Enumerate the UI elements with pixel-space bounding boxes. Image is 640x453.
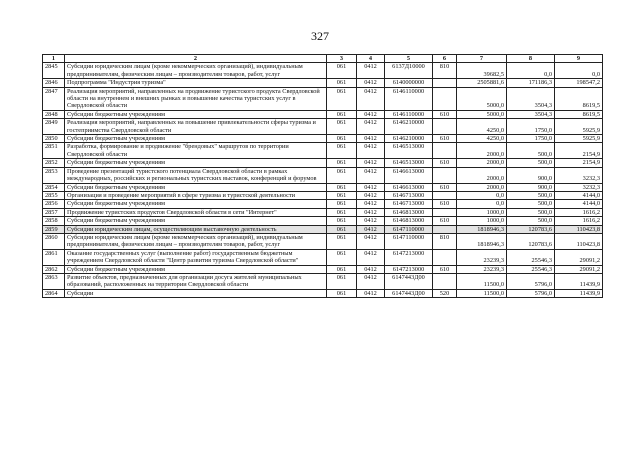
value-col8: 500,0 (507, 143, 555, 159)
col3-code: 061 (327, 79, 357, 87)
target-code: 6140000000 (385, 79, 433, 87)
value-col8: 25546,3 (507, 249, 555, 265)
value-col7: 2000,0 (457, 183, 507, 191)
target-code: 6146110000 (385, 87, 433, 110)
table-row (43, 289, 603, 297)
value-col7: 2505881,6 (457, 79, 507, 87)
value-col7: 23239,3 (457, 249, 507, 265)
value-col9: 29091,2 (555, 265, 603, 273)
col3-code: 061 (327, 183, 357, 191)
target-code: 6147443Д00 (385, 273, 433, 289)
value-col9: 2154,9 (555, 143, 603, 159)
col3-code: 061 (327, 191, 357, 199)
expense-code (433, 273, 457, 289)
value-col9: 0,0 (555, 63, 603, 79)
header-cell: 5 (385, 55, 433, 63)
target-code: 6147213000 (385, 249, 433, 265)
table-row (43, 63, 603, 79)
budget-table (42, 54, 603, 298)
col4-code: 0412 (357, 233, 385, 249)
row-number: 2860 (43, 233, 65, 249)
header-row (43, 55, 603, 63)
col3-code: 061 (327, 249, 357, 265)
table-row (43, 217, 603, 225)
col4-code: 0412 (357, 143, 385, 159)
expense-code: 520 (433, 289, 457, 297)
row-name: Субсидии юридическим лицам, осуществляющим выставочную деятельность (65, 225, 327, 233)
value-col7: 1818946,3 (457, 225, 507, 233)
header-cell: 9 (555, 55, 603, 63)
col4-code: 0412 (357, 273, 385, 289)
row-name: Подпрограмма "Индустрия туризма" (65, 79, 327, 87)
col4-code: 0412 (357, 119, 385, 135)
target-code: 6146813000 (385, 217, 433, 225)
value-col8: 120783,6 (507, 225, 555, 233)
target-code: 6146110000 (385, 110, 433, 118)
col4-code: 0412 (357, 200, 385, 208)
row-number: 2864 (43, 289, 65, 297)
target-code: 6147110000 (385, 225, 433, 233)
value-col9: 2154,9 (555, 159, 603, 167)
target-code: 6146513000 (385, 143, 433, 159)
target-code: 6147110000 (385, 233, 433, 249)
target-code: 6146210000 (385, 119, 433, 135)
row-name: Продвижение туристских продуктов Свердловской области в сети "Интернет" (65, 208, 327, 216)
row-name: Субсидии бюджетным учреждениям (65, 265, 327, 273)
value-col8: 500,0 (507, 200, 555, 208)
row-number: 2861 (43, 249, 65, 265)
table-row (43, 110, 603, 118)
value-col7: 11500,0 (457, 273, 507, 289)
value-col9: 8619,5 (555, 110, 603, 118)
value-col8: 120783,6 (507, 233, 555, 249)
col3-code: 061 (327, 167, 357, 183)
col4-code: 0412 (357, 289, 385, 297)
row-number: 2850 (43, 135, 65, 143)
expense-code (433, 191, 457, 199)
row-name: Субсидии бюджетным учреждениям (65, 183, 327, 191)
value-col8: 3504,3 (507, 110, 555, 118)
target-code: 6146713000 (385, 191, 433, 199)
col3-code: 061 (327, 159, 357, 167)
row-name: Субсидии юридическим лицам (кроме некоммерческих организаций), индивидуальным предпринимателям, физическим лицам – производителям товаров, работ, услуг (65, 233, 327, 249)
header-cell: 3 (327, 55, 357, 63)
table-row (43, 79, 603, 87)
expense-code (433, 167, 457, 183)
value-col7: 23239,3 (457, 265, 507, 273)
value-col7: 2000,0 (457, 167, 507, 183)
col4-code: 0412 (357, 217, 385, 225)
value-col9: 11439,9 (555, 289, 603, 297)
row-number: 2858 (43, 217, 65, 225)
value-col9: 5925,9 (555, 119, 603, 135)
row-name: Субсидии бюджетным учреждениям (65, 217, 327, 225)
table-row (43, 249, 603, 265)
value-col9: 8619,5 (555, 87, 603, 110)
col3-code: 061 (327, 208, 357, 216)
value-col9: 198547,2 (555, 79, 603, 87)
row-number: 2849 (43, 119, 65, 135)
target-code: 6147443Д00 (385, 289, 433, 297)
row-name: Субсидии (65, 289, 327, 297)
value-col8: 500,0 (507, 208, 555, 216)
row-number: 2857 (43, 208, 65, 216)
value-col7: 2000,0 (457, 159, 507, 167)
value-col7: 11500,0 (457, 289, 507, 297)
table-row (43, 143, 603, 159)
col4-code: 0412 (357, 135, 385, 143)
row-name: Проведение презентаций туристского потенциала Свердловской области в рамках международных, российских и региональных туристских выставок, конференций и форумов (65, 167, 327, 183)
value-col9: 5925,9 (555, 135, 603, 143)
expense-code (433, 249, 457, 265)
col3-code: 061 (327, 87, 357, 110)
target-code: 6146813000 (385, 208, 433, 216)
row-name: Оказание государственных услуг (выполнение работ) государственным бюджетным учреждением Свердловской области "Центр развития туризма Свердловской области" (65, 249, 327, 265)
value-col7: 0,0 (457, 200, 507, 208)
row-number: 2852 (43, 159, 65, 167)
col4-code: 0412 (357, 167, 385, 183)
row-name: Реализация мероприятий, направленных на продвижение туристского продукта Свердловской области на внутреннем и внешних рынках и повышение качества туристских услуг в Свердловской области (65, 87, 327, 110)
row-name: Субсидии бюджетным учреждениям (65, 200, 327, 208)
table-row (43, 265, 603, 273)
value-col9: 29091,2 (555, 249, 603, 265)
expense-code: 610 (433, 217, 457, 225)
value-col7: 0,0 (457, 191, 507, 199)
table-body (43, 55, 603, 298)
table-row (43, 225, 603, 233)
row-name: Субсидии бюджетным учреждениям (65, 110, 327, 118)
value-col7: 2000,0 (457, 143, 507, 159)
header-cell: 8 (507, 55, 555, 63)
value-col8: 500,0 (507, 191, 555, 199)
row-name: Субсидии бюджетным учреждениям (65, 159, 327, 167)
row-number: 2847 (43, 87, 65, 110)
expense-code (433, 208, 457, 216)
table-row (43, 273, 603, 289)
col3-code: 061 (327, 217, 357, 225)
expense-code (433, 79, 457, 87)
value-col7: 39682,5 (457, 63, 507, 79)
expense-code: 610 (433, 110, 457, 118)
header-cell: 2 (65, 55, 327, 63)
col3-code: 061 (327, 119, 357, 135)
row-number: 2862 (43, 265, 65, 273)
value-col7: 4250,0 (457, 119, 507, 135)
target-code: 6146210000 (385, 135, 433, 143)
expense-code: 610 (433, 159, 457, 167)
row-number: 2845 (43, 63, 65, 79)
row-name: Развитие объектов, предназначенных для организации досуга жителей муниципальных образований, расположенных на территории Свердловской области (65, 273, 327, 289)
value-col9: 1616,2 (555, 217, 603, 225)
value-col8: 5796,0 (507, 289, 555, 297)
value-col8: 500,0 (507, 159, 555, 167)
col4-code: 0412 (357, 183, 385, 191)
value-col8: 171186,3 (507, 79, 555, 87)
row-number: 2846 (43, 79, 65, 87)
value-col8: 0,0 (507, 63, 555, 79)
table-row (43, 183, 603, 191)
expense-code (433, 87, 457, 110)
table-row (43, 191, 603, 199)
target-code: 6146613000 (385, 183, 433, 191)
row-number: 2863 (43, 273, 65, 289)
table-row (43, 200, 603, 208)
value-col8: 900,0 (507, 183, 555, 191)
col3-code: 061 (327, 200, 357, 208)
row-number: 2854 (43, 183, 65, 191)
row-name: Субсидии юридическим лицам (кроме некоммерческих организаций), индивидуальным предпринимателям, физическим лицам – производителям товаров, работ, услуг (65, 63, 327, 79)
value-col7: 5000,0 (457, 87, 507, 110)
col4-code: 0412 (357, 87, 385, 110)
value-col7: 1000,0 (457, 208, 507, 216)
col3-code: 061 (327, 265, 357, 273)
col3-code: 061 (327, 273, 357, 289)
target-code: 6137Д10000 (385, 63, 433, 79)
expense-code: 610 (433, 265, 457, 273)
value-col9: 110423,8 (555, 233, 603, 249)
target-code: 6146713000 (385, 200, 433, 208)
value-col8: 500,0 (507, 217, 555, 225)
row-number: 2853 (43, 167, 65, 183)
table-row (43, 167, 603, 183)
value-col9: 110423,8 (555, 225, 603, 233)
col4-code: 0412 (357, 79, 385, 87)
expense-code: 610 (433, 200, 457, 208)
expense-code (433, 119, 457, 135)
expense-code: 610 (433, 183, 457, 191)
value-col7: 1818946,3 (457, 233, 507, 249)
expense-code (433, 143, 457, 159)
col4-code: 0412 (357, 208, 385, 216)
value-col8: 3504,3 (507, 87, 555, 110)
row-number: 2848 (43, 110, 65, 118)
expense-code: 810 (433, 233, 457, 249)
col3-code: 061 (327, 110, 357, 118)
value-col8: 25546,3 (507, 265, 555, 273)
expense-code: 610 (433, 135, 457, 143)
col4-code: 0412 (357, 110, 385, 118)
value-col7: 5000,0 (457, 110, 507, 118)
row-name: Организация и проведение мероприятий в сфере туризма и туристской деятельности (65, 191, 327, 199)
col3-code: 061 (327, 143, 357, 159)
value-col9: 4144,0 (555, 200, 603, 208)
header-cell: 4 (357, 55, 385, 63)
value-col7: 4250,0 (457, 135, 507, 143)
value-col9: 3232,3 (555, 167, 603, 183)
row-name: Реализация мероприятий, направленных на повышение привлекательности сферы туризма и гостеприимства Свердловской области (65, 119, 327, 135)
header-cell: 6 (433, 55, 457, 63)
col3-code: 061 (327, 225, 357, 233)
col4-code: 0412 (357, 191, 385, 199)
row-number: 2859 (43, 225, 65, 233)
value-col9: 1616,2 (555, 208, 603, 216)
table-row (43, 233, 603, 249)
value-col8: 5796,0 (507, 273, 555, 289)
table-row (43, 159, 603, 167)
expense-code (433, 225, 457, 233)
row-number: 2856 (43, 200, 65, 208)
page-number: 327 (311, 29, 329, 43)
table-row (43, 87, 603, 110)
table-row (43, 208, 603, 216)
target-code: 6146613000 (385, 167, 433, 183)
target-code: 6146513000 (385, 159, 433, 167)
col4-code: 0412 (357, 159, 385, 167)
col3-code: 061 (327, 135, 357, 143)
col3-code: 061 (327, 63, 357, 79)
row-name: Субсидии бюджетным учреждениям (65, 135, 327, 143)
row-name: Разработка, формирование и продвижение "брендовых" маршрутов по территории Свердловской области (65, 143, 327, 159)
value-col9: 3232,3 (555, 183, 603, 191)
value-col8: 900,0 (507, 167, 555, 183)
header-cell: 7 (457, 55, 507, 63)
target-code: 6147213000 (385, 265, 433, 273)
col3-code: 061 (327, 289, 357, 297)
value-col7: 1000,0 (457, 217, 507, 225)
col3-code: 061 (327, 233, 357, 249)
col4-code: 0412 (357, 249, 385, 265)
expense-code: 810 (433, 63, 457, 79)
row-number: 2851 (43, 143, 65, 159)
header-cell: 1 (43, 55, 65, 63)
col4-code: 0412 (357, 63, 385, 79)
value-col8: 1750,0 (507, 119, 555, 135)
value-col9: 11439,9 (555, 273, 603, 289)
row-number: 2855 (43, 191, 65, 199)
col4-code: 0412 (357, 225, 385, 233)
value-col8: 1750,0 (507, 135, 555, 143)
col4-code: 0412 (357, 265, 385, 273)
value-col9: 4144,0 (555, 191, 603, 199)
table-row (43, 135, 603, 143)
table-row (43, 119, 603, 135)
